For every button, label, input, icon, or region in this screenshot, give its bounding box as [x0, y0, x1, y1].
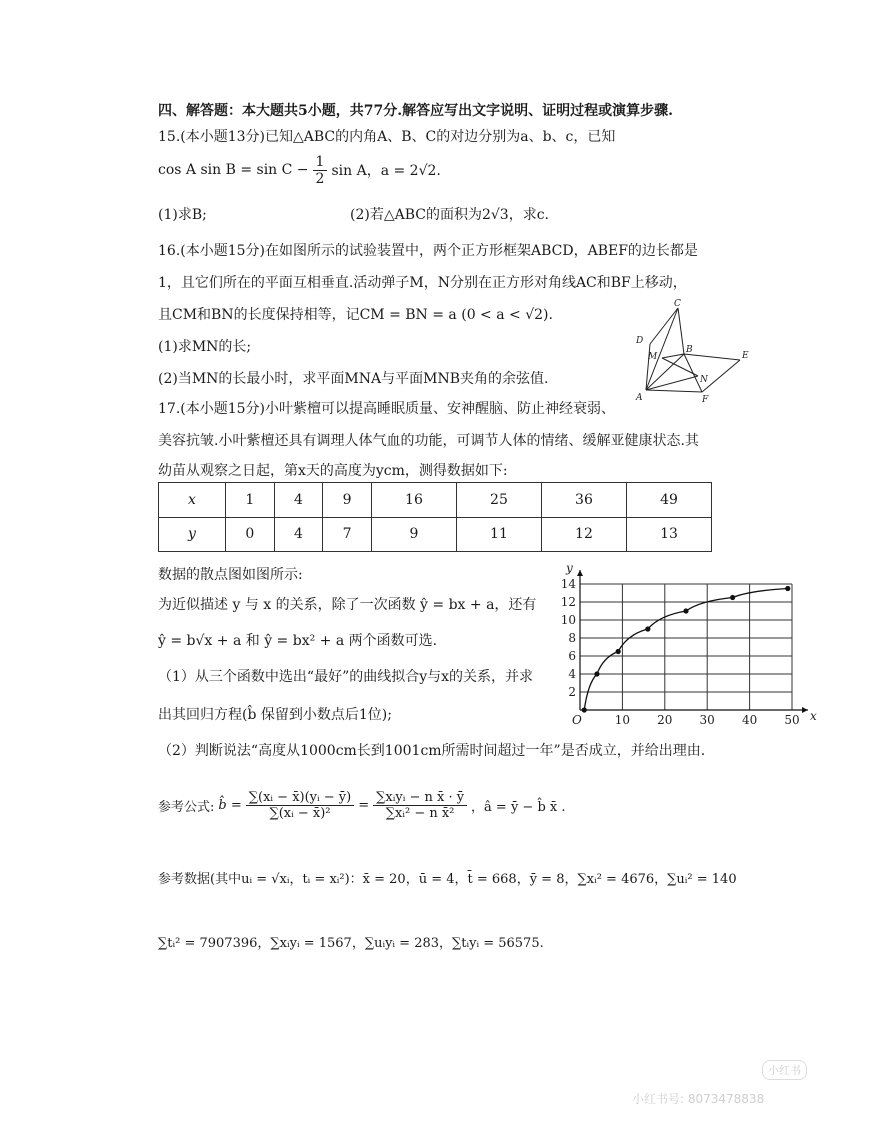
edge-af: [646, 390, 702, 392]
formula-ahat: ，â = ȳ − b̂ x̄ .: [471, 799, 566, 815]
table-header-y: y: [159, 517, 226, 552]
table-header-x: x: [159, 483, 226, 518]
q15-eq-fraction: [313, 154, 328, 187]
x-tick-label: 10: [614, 713, 631, 727]
y-tick-label: 8: [568, 631, 576, 645]
data-point: [616, 649, 621, 654]
cube-frame-figure: [628, 296, 758, 406]
q15-equation: [158, 150, 441, 190]
section-title: 四、解答题：本大题共5小题，共77分.解答应写出文字说明、证明过程或演算步骤.: [158, 103, 673, 119]
formula-den-2: ∑xᵢ² − n x̄²: [385, 805, 455, 821]
q16-line1: 16.(本小题15分)在如图所示的试验装置中，两个正方形框架ABCD，ABEF的边长都是: [158, 243, 698, 259]
y-tick-label: 4: [568, 667, 576, 681]
formula-fraction-2: [373, 790, 467, 821]
label-m: M: [648, 352, 658, 362]
diagonal-ac: [646, 308, 678, 390]
watermark-text: 小红书号: 8073478838: [632, 1092, 765, 1106]
q17-part2: （2）判断说法“高度从1000cm长到1001cm所需时间超过一年”是否成立，并给出理由.: [158, 743, 706, 759]
x-axis-label: x: [810, 709, 817, 723]
formula-num-1: ∑(xᵢ − x̄)(yᵢ − ȳ): [246, 790, 354, 806]
formula-bhat: b̂ =: [218, 797, 242, 813]
q16-line2: 1，且它们所在的平面互相垂直.活动弹子M，N分别在正方形对角线AC和BF上移动，: [158, 275, 687, 291]
q17-scatter-note: 数据的散点图如图所示:: [158, 567, 303, 583]
edge-ad: [646, 344, 650, 390]
scatter-chart: [560, 560, 817, 730]
q15-intro: 15.(本小题13分)已知△ABC的内角A、B、C的对边分别为a、b、c，已知: [158, 129, 616, 145]
label-b: B: [686, 345, 693, 355]
q16-line3: 且CM和BN的长度保持相等，记CM = BN = a (0 < a < √2).: [158, 307, 553, 323]
q17-part1-a: （1）从三个函数中选出“最好”的曲线拟合y与x的关系，并求: [158, 669, 534, 685]
y-tick-label: 10: [560, 613, 576, 627]
y-tick-label: 2: [568, 685, 576, 699]
y-tick-label: 12: [560, 595, 576, 609]
q15-part2: (2)若△ABC的面积为2√3，求c.: [350, 207, 549, 223]
q15-eq-rhs: sin A，a = 2√2.: [331, 163, 441, 179]
q15-part1: (1)求B;: [158, 207, 207, 223]
q17-line1: 17.(本小题15分)小叶紫檀可以提高睡眠质量、安神醒脑、防止神经衰弱、: [158, 401, 616, 417]
label-d: D: [636, 336, 644, 346]
q17-part1-b: 出其回归方程(b̂ 保留到小数点后1位);: [158, 707, 392, 723]
label-c: C: [674, 299, 681, 309]
data-point: [645, 626, 650, 631]
table-cell: 49: [626, 483, 711, 518]
table-cell: 4: [274, 517, 323, 552]
x-tick-label: 40: [741, 713, 758, 727]
table-cell: 7: [323, 517, 372, 552]
table-row-x: [159, 483, 712, 518]
q17-text-a: 为近似描述 y 与 x 的关系，除了一次函数 ŷ = bx + a，还有: [158, 597, 537, 613]
formula-fraction-1: [246, 790, 354, 821]
ref-data-line2: ∑tᵢ² = 7907396，∑xᵢyᵢ = 1567，∑uᵢyᵢ = 283，∑tᵢyᵢ = 56575.: [158, 936, 544, 951]
q15-eq-frac-num: 1: [313, 154, 328, 171]
watermark-badge: 小红书: [762, 1060, 807, 1080]
x-tick-label: 30: [699, 713, 715, 727]
label-n: N: [700, 375, 708, 385]
label-a: A: [636, 393, 643, 403]
table-cell: 1: [226, 483, 275, 518]
edge-cb: [678, 308, 684, 354]
data-table: [158, 482, 712, 552]
label-f: F: [702, 395, 709, 405]
formula-label: 参考公式:: [158, 799, 215, 815]
origin-label: O: [572, 713, 582, 727]
y-axis-label: y: [566, 561, 573, 575]
y-tick-label: 6: [568, 649, 576, 663]
reference-formula: 参考公式: b̂ = $\frac{\text{∑(xᵢ − x̄)(yᵢ − ȳ)}}{\text{∑(xᵢ − x̄)²}}$ = $\frac{\text{∑xᵢyᵢ − n x̄ · ȳ}}{\text{∑xᵢ² − n x̄²}}$ ，â = ȳ − b̂ x̄ .: [158, 789, 566, 821]
table-cell: 9: [323, 483, 372, 518]
label-e: E: [742, 351, 749, 361]
edge-dc: [650, 308, 678, 344]
ref-data-line1: 参考数据(其中uᵢ = √xᵢ，tᵢ = xᵢ²)：x̄ = 20，ū = 4，t̄ = 668，ȳ = 8，∑xᵢ² = 4676，∑uᵢ² = 140: [158, 872, 737, 887]
table-cell: 36: [541, 483, 626, 518]
data-point: [683, 608, 688, 613]
q17-text-b: ŷ = b√x + a 和 ŷ = bx² + a 两个函数可选.: [158, 633, 438, 649]
q16-part1: (1)求MN的长;: [158, 339, 252, 355]
formula-num-2: ∑xᵢyᵢ − n x̄ · ȳ: [373, 790, 467, 806]
formula-den-1: ∑(xᵢ − x̄)²: [269, 805, 331, 821]
q17-line3: 幼苗从观察之日起，第x天的高度为ycm，测得数据如下:: [158, 463, 508, 479]
y-axis-arrow: [577, 570, 583, 576]
table-cell: 9: [371, 517, 456, 552]
segment-mn: [662, 358, 698, 376]
x-axis-arrow: [802, 707, 808, 713]
table-cell: 12: [541, 517, 626, 552]
table-cell: 16: [371, 483, 456, 518]
data-point: [730, 595, 735, 600]
y-tick-label: 14: [560, 577, 576, 591]
x-tick-label: 50: [784, 713, 800, 727]
data-point: [582, 707, 587, 712]
q15-eq-lhs: cos A sin B = sin C −: [158, 162, 309, 178]
q16-part2: (2)当MN的长最小时，求平面MNA与平面MNB夹角的余弦值.: [158, 371, 549, 387]
data-point: [785, 586, 790, 591]
table-cell: 0: [226, 517, 275, 552]
q15-eq-frac-den: 2: [315, 170, 325, 187]
table-cell: 13: [626, 517, 711, 552]
table-row-y: [159, 517, 712, 552]
table-cell: 25: [456, 483, 541, 518]
q17-line2: 美容抗皱.小叶紫檀还具有调理人体气血的功能，可调节人体的情绪、缓解亚健康状态.其: [158, 433, 699, 449]
table-cell: 4: [274, 483, 323, 518]
data-point: [594, 671, 599, 676]
x-tick-label: 20: [657, 713, 673, 727]
table-cell: 11: [456, 517, 541, 552]
